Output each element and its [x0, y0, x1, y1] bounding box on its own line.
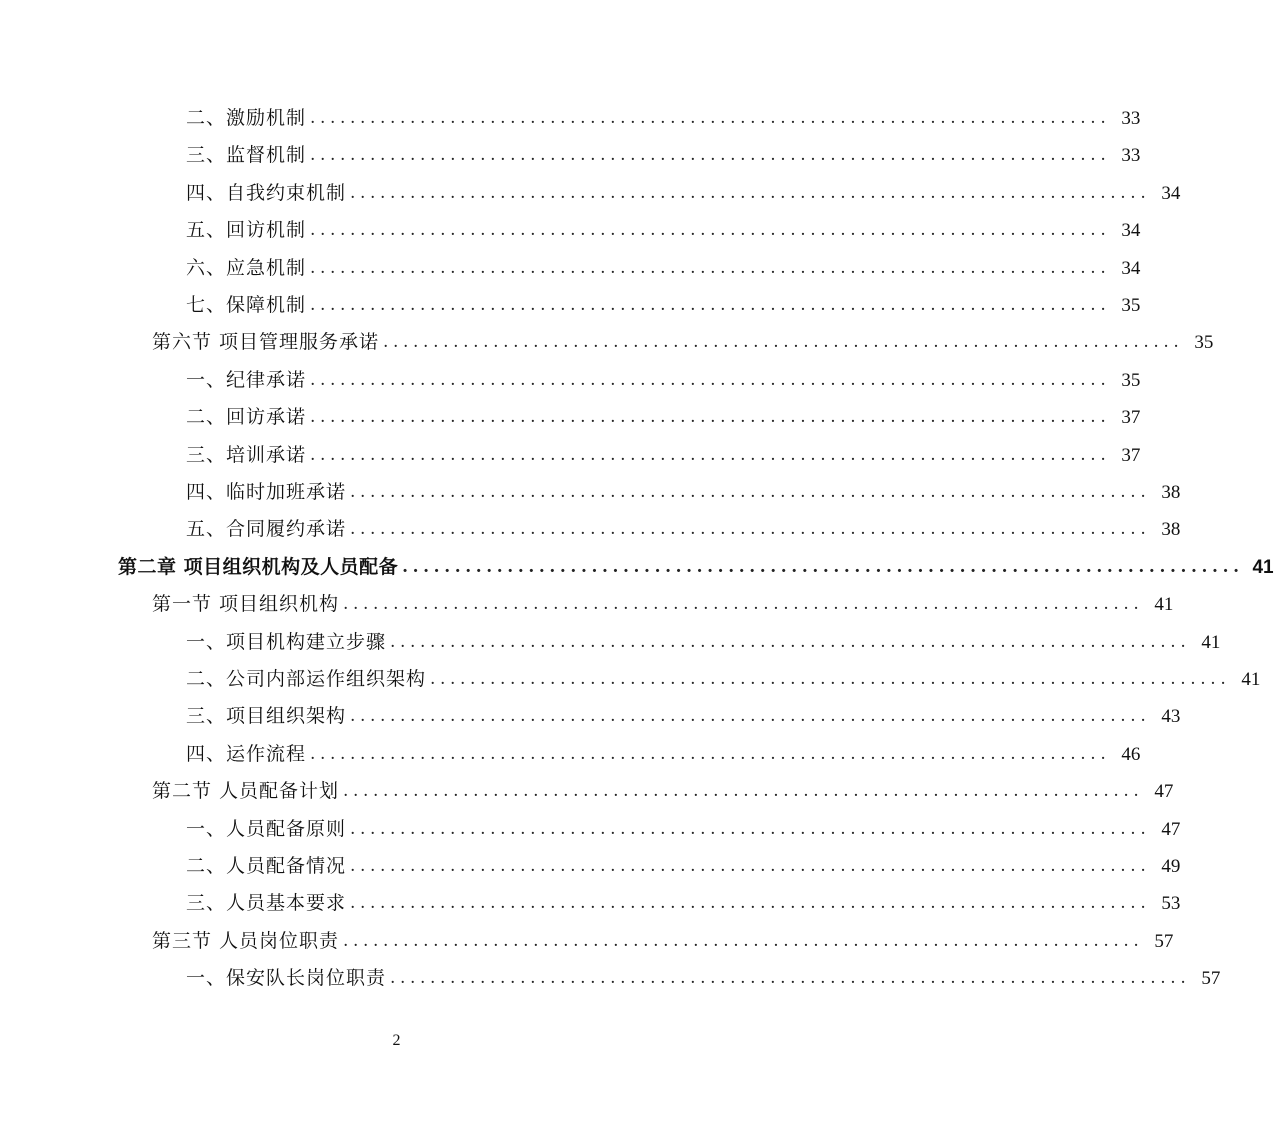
toc-entry-page: 46: [1121, 743, 1141, 765]
toc-entry-label: 一、人员配备原则: [186, 817, 347, 840]
toc-entry-page: 41: [1201, 631, 1221, 653]
toc-entry-label: 四、运作流程: [186, 742, 307, 765]
toc-entry[interactable]: [186, 399, 1141, 436]
toc-leader-dots: ................................................................................: [390, 631, 1191, 652]
toc-entry[interactable]: [186, 212, 1141, 249]
toc-entry-page: 37: [1121, 444, 1141, 466]
toc-entry-page: 41: [1154, 594, 1174, 616]
toc-leader-dots: ................................................................................: [310, 145, 1111, 166]
toc-entry-label: 一、保安队长岗位职责: [186, 967, 387, 990]
toc-entry-chapter[interactable]: [118, 549, 1274, 586]
toc-entry-page: 38: [1161, 519, 1181, 541]
toc-entry-label: 四、临时加班承诺: [186, 481, 347, 503]
toc-leader-dots: ................................................................................: [350, 706, 1151, 727]
toc-entry-page: 49: [1161, 856, 1181, 877]
toc-leader-dots: ................................................................................: [390, 968, 1191, 989]
toc-entry-page: 57: [1201, 968, 1221, 990]
toc-entry[interactable]: [186, 175, 1181, 212]
toc-entry[interactable]: [186, 474, 1181, 511]
toc-entry-label: 四、自我约束机制: [186, 181, 347, 204]
toc-leader-dots: ................................................................................: [402, 556, 1244, 577]
toc-entry[interactable]: [186, 362, 1141, 399]
toc-entry[interactable]: [152, 324, 1214, 361]
toc-entry-label: 五、合同履约承诺: [186, 518, 347, 541]
toc-entry-label: 第一节 项目组织机构: [152, 593, 340, 616]
toc-entry-label: 六、应急机制: [186, 256, 307, 279]
toc-leader-dots: ................................................................................: [343, 594, 1144, 615]
toc-entry-page: 35: [1194, 332, 1214, 354]
toc-entry-label: 七、保障机制: [186, 294, 307, 316]
toc-entry[interactable]: [186, 885, 1181, 922]
toc-entry[interactable]: [152, 923, 1174, 960]
toc-entry-label: 一、纪律承诺: [186, 368, 307, 391]
toc-entry-page: 41: [1241, 669, 1261, 690]
toc-entry[interactable]: [186, 736, 1141, 773]
toc-leader-dots: ................................................................................: [350, 893, 1151, 914]
page-number: 2: [392, 1032, 401, 1049]
toc-leader-dots: ................................................................................: [310, 444, 1111, 465]
toc-entry-page: 53: [1161, 893, 1181, 915]
toc-leader-dots: ................................................................................: [343, 781, 1144, 802]
toc-entry[interactable]: [186, 250, 1141, 287]
toc-leader-dots: ................................................................................: [310, 257, 1111, 278]
toc-entry-page: 41: [1252, 556, 1274, 578]
toc-leader-dots: ................................................................................: [310, 108, 1111, 128]
toc-leader-dots: ................................................................................: [343, 930, 1144, 951]
toc-entry-page: 33: [1121, 108, 1141, 129]
toc-entry[interactable]: [186, 811, 1181, 848]
toc-entry[interactable]: [186, 661, 1261, 698]
toc-entry[interactable]: [152, 773, 1174, 810]
toc-entry-page: 34: [1161, 182, 1181, 204]
toc-entry-label: 二、公司内部运作组织架构: [186, 668, 427, 690]
toc-entry-label: 第三节 人员岗位职责: [152, 929, 340, 952]
toc-entry-label: 三、培训承诺: [186, 443, 307, 466]
toc-entry-page: 57: [1154, 930, 1174, 952]
toc-entry-label: 二、激励机制: [186, 107, 307, 129]
toc-leader-dots: ................................................................................: [310, 369, 1111, 390]
toc-leader-dots: ................................................................................: [383, 332, 1184, 353]
toc-entry-label: 五、回访机制: [186, 219, 307, 242]
toc-entry-page: 34: [1121, 257, 1141, 279]
toc-entry[interactable]: [186, 848, 1181, 885]
toc-entry-page: 37: [1121, 407, 1141, 429]
toc-leader-dots: ................................................................................: [350, 182, 1151, 203]
toc-entry-page: 47: [1154, 781, 1174, 803]
toc-entry[interactable]: [186, 287, 1141, 324]
toc-entry[interactable]: [186, 511, 1181, 548]
toc-entry-page: 35: [1121, 369, 1141, 391]
toc-leader-dots: ................................................................................: [350, 818, 1151, 839]
toc-entry-label: 二、人员配备情况: [186, 855, 347, 877]
toc-entry-label: 三、人员基本要求: [186, 892, 347, 915]
toc-entry-label: 一、项目机构建立步骤: [186, 630, 387, 653]
toc-leader-dots: ................................................................................: [310, 407, 1111, 428]
toc-entry[interactable]: [186, 960, 1221, 997]
toc-leader-dots: ................................................................................: [350, 856, 1151, 876]
toc-leader-dots: ................................................................................: [350, 519, 1151, 540]
toc-leader-dots: ................................................................................: [310, 743, 1111, 764]
toc-entry-label: 三、监督机制: [186, 144, 307, 167]
toc-entry-label: 第二章 项目组织机构及人员配备: [118, 555, 399, 578]
toc-entry-page: 34: [1121, 220, 1141, 242]
toc-entry-label: 第二节 人员配备计划: [152, 780, 340, 803]
toc-entry[interactable]: [186, 437, 1141, 474]
toc-leader-dots: ................................................................................: [350, 482, 1151, 502]
toc-entry[interactable]: [186, 624, 1221, 661]
toc-entry[interactable]: [186, 698, 1181, 735]
toc-entry-page: 33: [1121, 145, 1141, 167]
toc-entry-page: 35: [1121, 295, 1141, 316]
toc-entry[interactable]: [186, 137, 1141, 174]
toc-entry-label: 三、项目组织架构: [186, 705, 347, 728]
toc-entry-page: 38: [1161, 482, 1181, 503]
toc-entry-page: 43: [1161, 706, 1181, 728]
toc-leader-dots: ................................................................................: [430, 669, 1231, 689]
toc-entry[interactable]: [152, 586, 1174, 623]
toc-leader-dots: ................................................................................: [310, 220, 1111, 241]
toc-entry-page: 47: [1161, 818, 1181, 840]
toc-entry-label: 二、回访承诺: [186, 406, 307, 429]
toc-entry-label: 第六节 项目管理服务承诺: [152, 331, 380, 354]
toc-entry[interactable]: [186, 100, 1141, 137]
toc-leader-dots: ................................................................................: [310, 295, 1111, 315]
